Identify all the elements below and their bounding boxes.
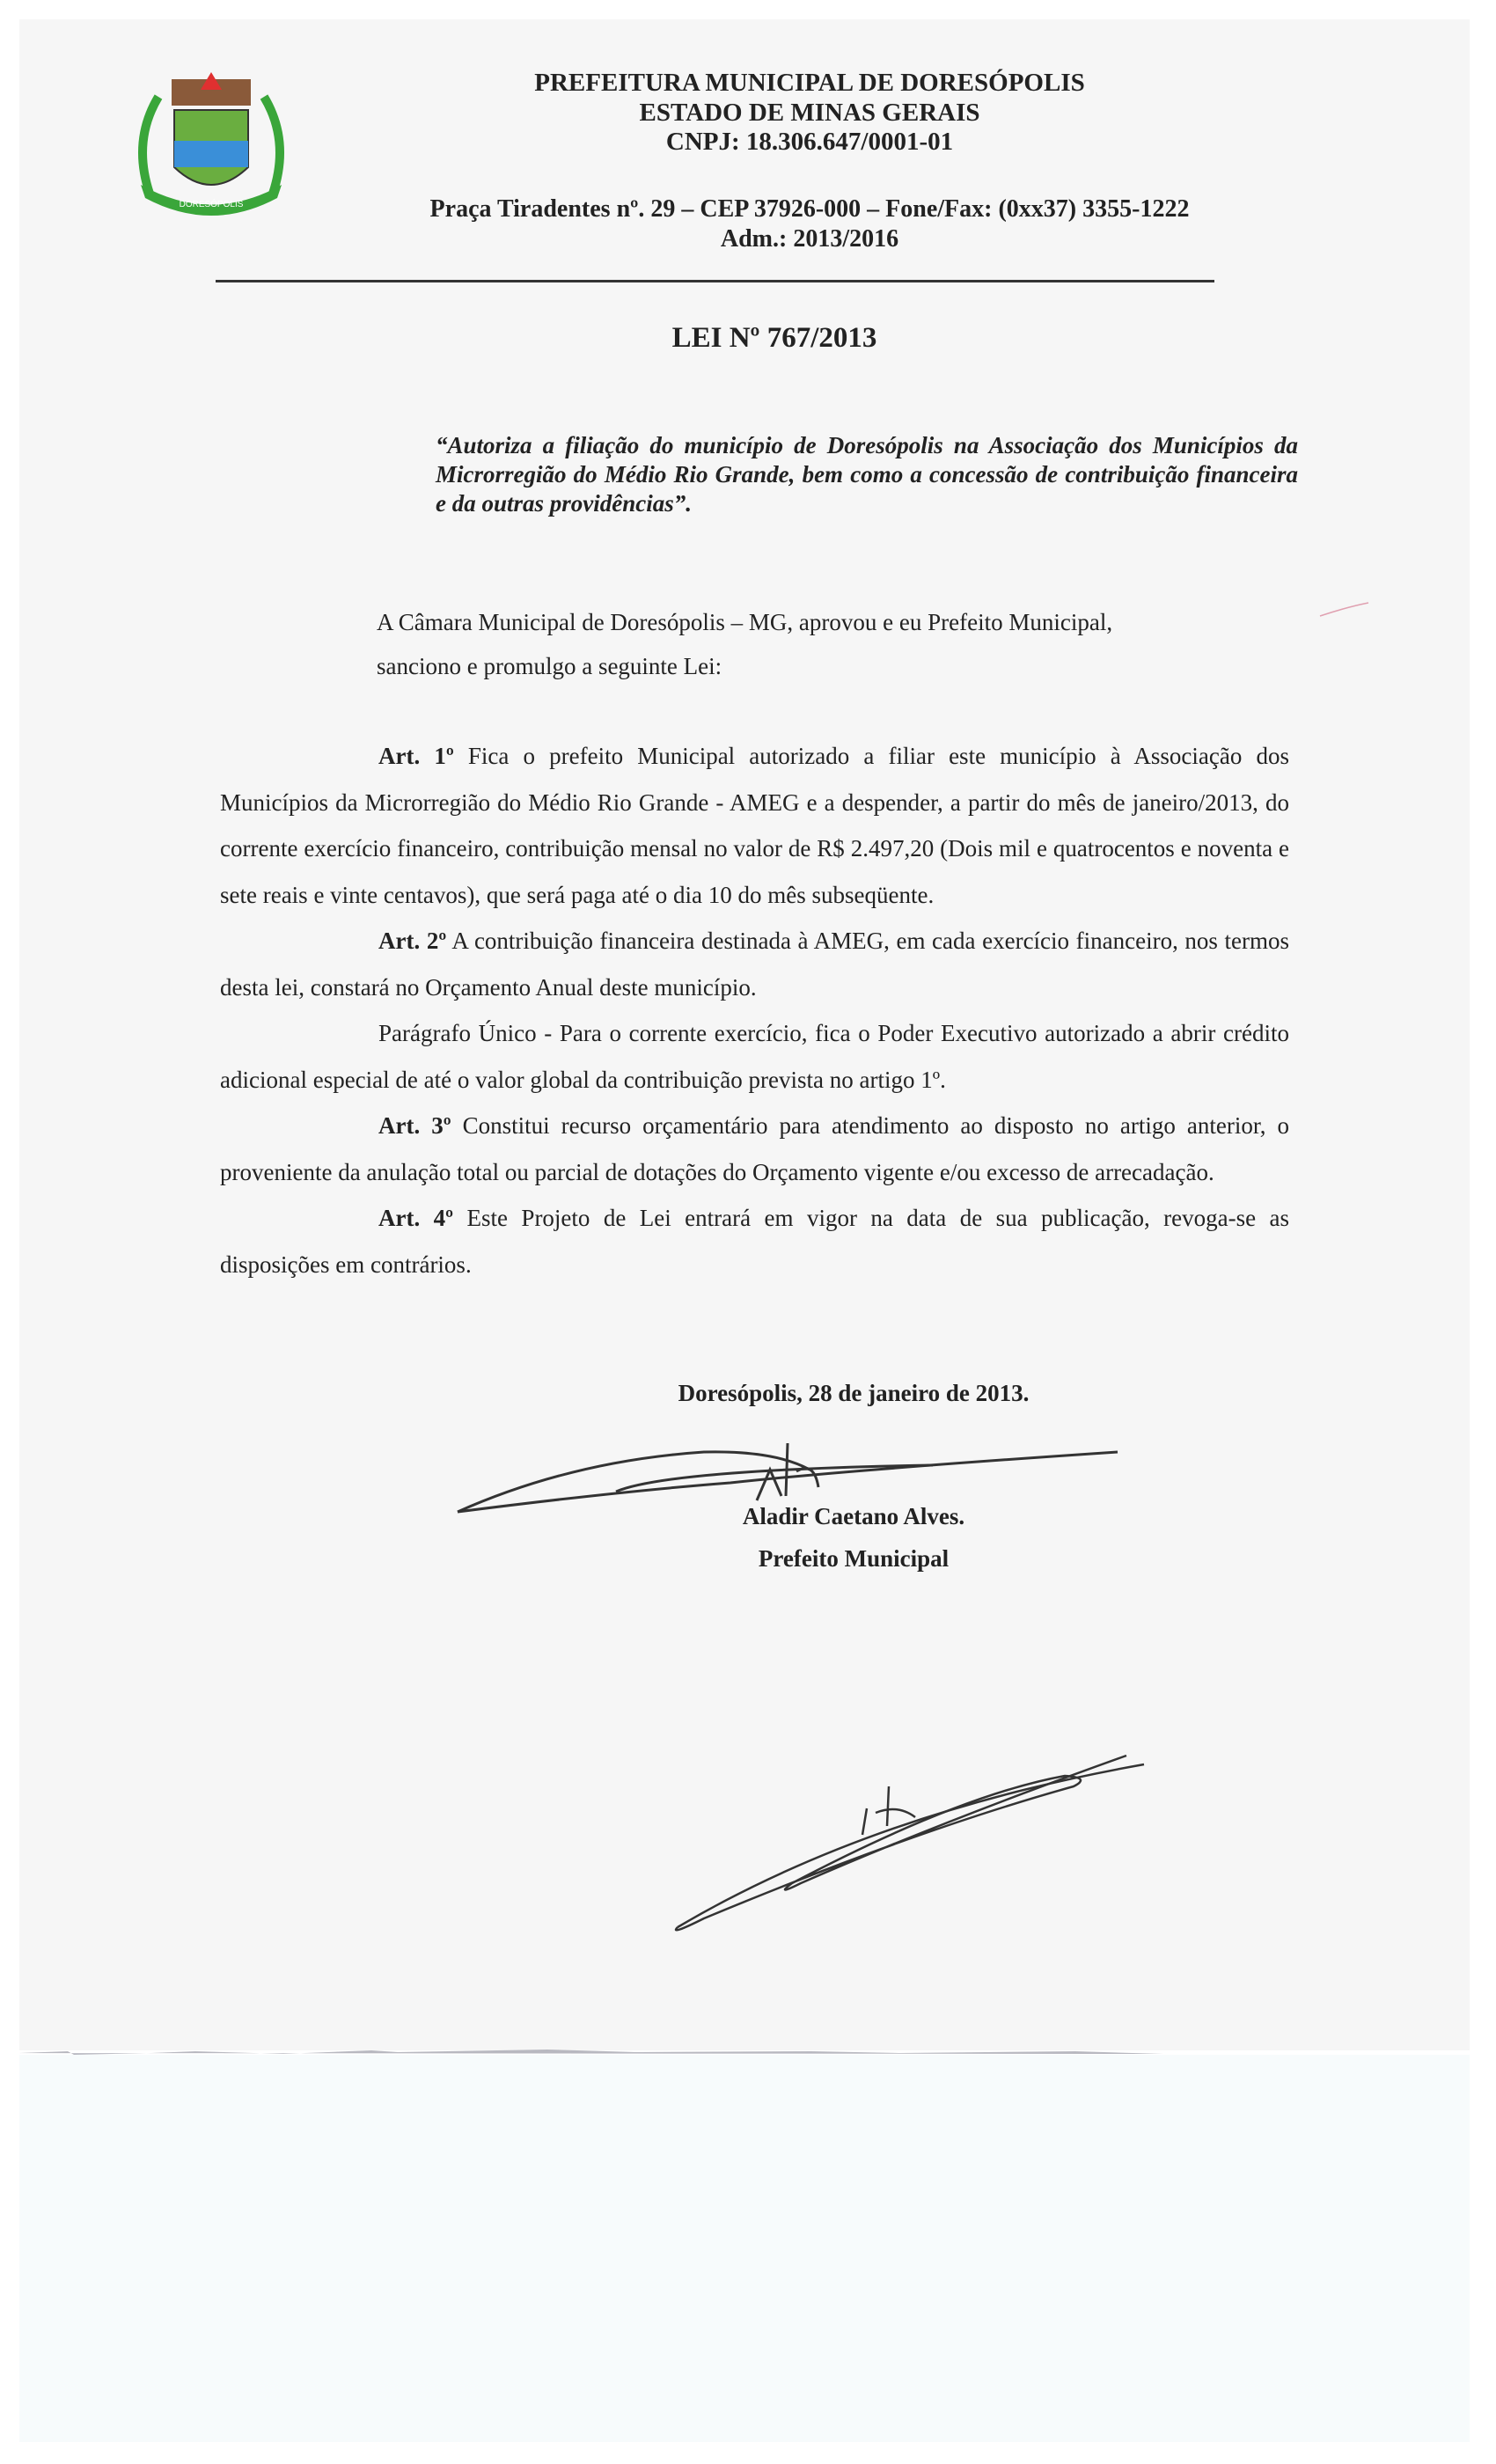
address-line: Praça Tiradentes nº. 29 – CEP 37926-000 – Fone/Fax: (0xx37) 3355-1222 bbox=[429, 195, 1190, 223]
preamble-line-2: sanciono e promulgo a seguinte Lei: bbox=[377, 653, 722, 679]
preamble-line-1: A Câmara Municipal de Doresópolis – MG, aprovou e eu Prefeito Municipal, bbox=[377, 609, 1113, 635]
article-label: Art. 4º bbox=[378, 1205, 454, 1231]
article-3 bbox=[220, 1103, 1289, 1195]
institution-name: PREFEITURA MUNICIPAL DE DORESÓPOLIS bbox=[534, 69, 1085, 97]
law-title: LEI Nº 767/2013 bbox=[671, 322, 877, 354]
article-1 bbox=[220, 733, 1289, 918]
article-label: Art. 1º bbox=[378, 743, 454, 769]
cnpj: CNPJ: 18.306.647/0001-01 bbox=[665, 128, 954, 156]
svg-text:DORESÓPOLIS: DORESÓPOLIS bbox=[179, 200, 244, 209]
law-body bbox=[220, 733, 1289, 1287]
second-signature bbox=[651, 1734, 1197, 1945]
administration-term: Adm.: 2013/2016 bbox=[720, 225, 899, 253]
article-label: Art. 2º bbox=[378, 928, 447, 954]
article-text: Fica o prefeito Municipal autorizado a filiar este município à Associação dos Municípios da Microrregião do Médio Rio Grande - AMEG e a despender, a partir do mês de janeiro/2013, do corrente exercício financeiro, contribuição mensal no valor de R$ 2.497,20 (Dois mil e quatrocentos e noventa e sete reais e vinte centavos), que será paga até o dia 10 do mês subseqüente. bbox=[220, 743, 1289, 908]
article-text: A contribuição financeira destinada à AMEG, em cada exercício financeiro, nos termos desta lei, constará no Orçamento Anual deste município. bbox=[220, 928, 1289, 1001]
signer-title: Prefeito Municipal bbox=[758, 1545, 950, 1572]
article-4 bbox=[220, 1195, 1289, 1287]
law-summary: “Autoriza a filiação do município de Doresópolis na Associação dos Municípios da Microrregião do Médio Rio Grande, bem como a concessão de contribuição financeira e da outras providências”. bbox=[436, 432, 1298, 517]
header-divider bbox=[216, 280, 1214, 282]
torn-edge bbox=[19, 2046, 1339, 2057]
article-label: Art. 3º bbox=[378, 1112, 451, 1139]
sole-paragraph bbox=[220, 1010, 1289, 1103]
state-name: ESTADO DE MINAS GERAIS bbox=[639, 99, 980, 127]
article-2 bbox=[220, 918, 1289, 1010]
article-text: Este Projeto de Lei entrará em vigor na data de sua publicação, revoga-se as disposições em contrários. bbox=[220, 1205, 1290, 1278]
paragraph-text: Parágrafo Único - Para o corrente exercício, fica o Poder Executivo autorizado a abrir crédito adicional especial de até o valor global da contribuição prevista no artigo 1º. bbox=[220, 1020, 1289, 1093]
signer-name: Aladir Caetano Alves. bbox=[742, 1503, 965, 1529]
scan-blank-area bbox=[19, 2055, 1470, 2442]
article-text: Constitui recurso orçamentário para atendimento ao disposto no artigo anterior, o proveniente da anulação total ou parcial de dotações do Orçamento vigente e/ou excesso de arrecadação. bbox=[220, 1112, 1290, 1185]
preamble bbox=[377, 600, 1301, 688]
place-and-date: Doresópolis, 28 de janeiro de 2013. bbox=[678, 1380, 1030, 1406]
